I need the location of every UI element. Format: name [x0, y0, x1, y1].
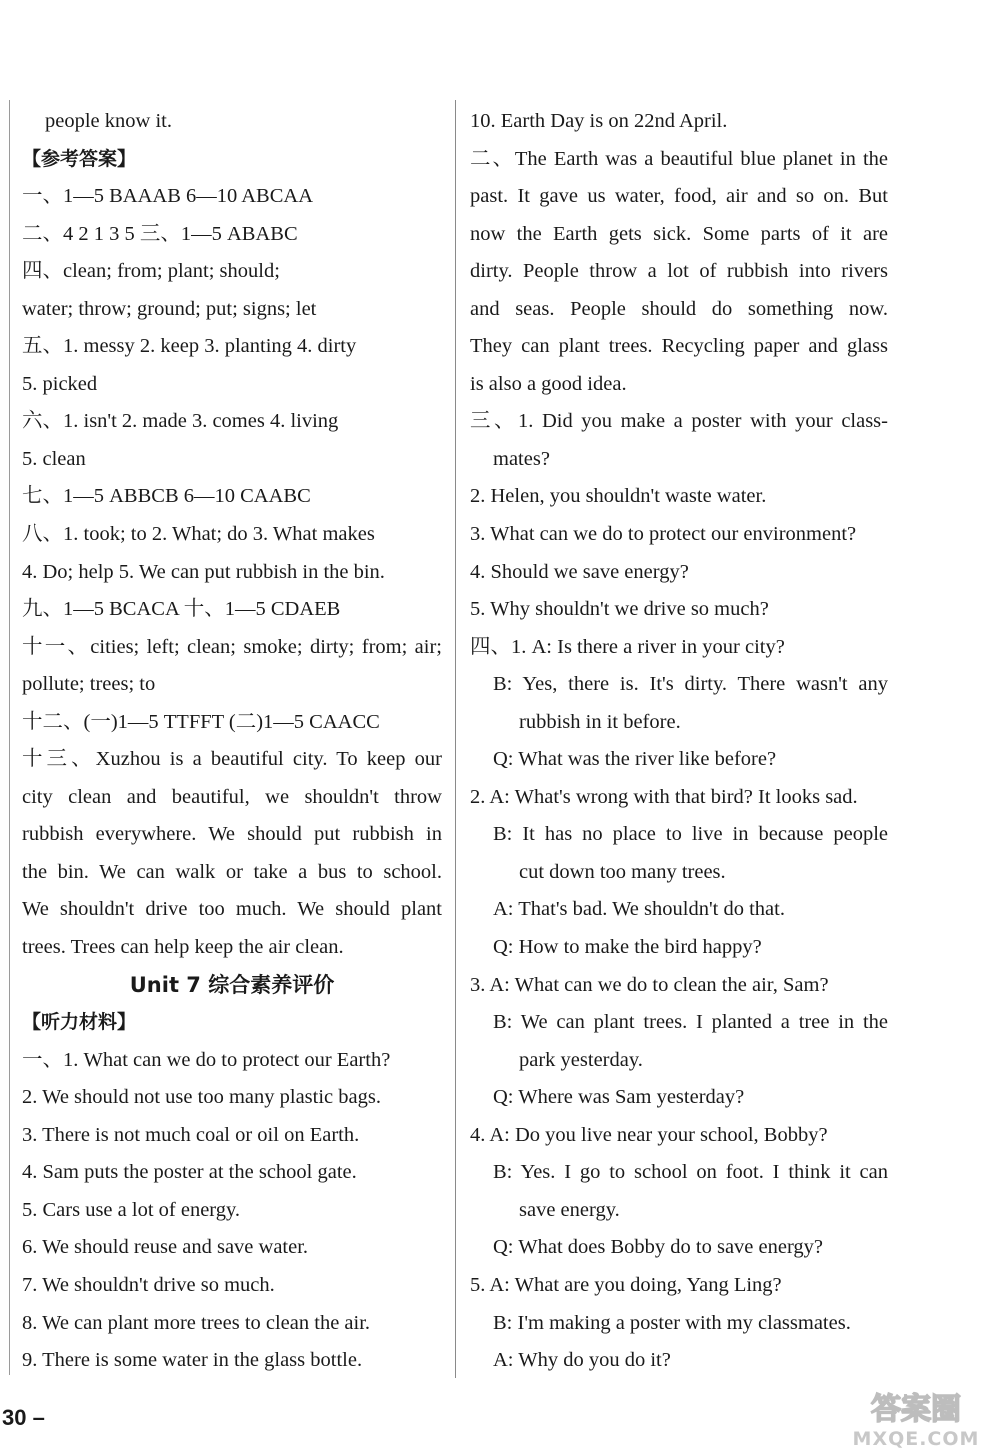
right-column [470, 103, 888, 1380]
left-column-line: 十二、(一)1—5 TTFFT (二)1—5 CAACC [22, 710, 380, 733]
right-column-line: past. It gave us water, food, air and so on. But [470, 185, 888, 208]
watermark-logo [832, 1383, 1000, 1451]
left-column-line: 八、1. took; to 2. What; do 3. What makes [22, 523, 375, 546]
right-column-line: They can plant trees. Recycling paper and glass [470, 335, 888, 358]
right-column-line: 二、The Earth was a beautiful blue planet in the [470, 147, 888, 170]
right-column-line: mates? [493, 447, 550, 470]
right-column-line: B: Yes, there is. It's dirty. There wasn't any [493, 673, 888, 696]
svg-text:答案圈: 答案圈 [871, 1392, 961, 1427]
left-column-line: 8. We can plant more trees to clean the air. [22, 1311, 371, 1334]
right-column-line: park yesterday. [519, 1048, 643, 1071]
right-column-line: 3. What can we do to protect our environment? [470, 523, 857, 546]
left-column-line: the bin. We can walk or take a bus to school. [22, 860, 442, 883]
right-column-line: Q: How to make the bird happy? [493, 936, 762, 959]
right-column-line: Q: What was the river like before? [493, 748, 777, 771]
left-column-line: 5. Cars use a lot of energy. [22, 1198, 241, 1221]
left-column-line: water; throw; ground; put; signs; let [22, 297, 317, 320]
right-column-line: 10. Earth Day is on 22nd April. [470, 110, 728, 132]
left-column [22, 103, 442, 1380]
left-column-line: 4. Do; help 5. We can put rubbish in the bin. [22, 560, 385, 583]
left-column-line: Unit 7 综合素养评价 [129, 972, 335, 997]
page-number: 30 – [2, 1405, 45, 1430]
left-column-line: 五、1. messy 2. keep 3. planting 4. dirty [22, 335, 357, 358]
left-column-line: 二、4 2 1 3 5 三、1—5 ABABC [22, 222, 298, 245]
left-column-line: city clean and beautiful, we shouldn't throw [22, 785, 442, 808]
right-column-line: 5. Why shouldn't we drive so much? [470, 598, 769, 621]
right-column-line: rubbish in it before. [519, 710, 681, 733]
left-column-line: 一、1. What can we do to protect our Earth? [22, 1048, 391, 1071]
left-column-line: 六、1. isn't 2. made 3. comes 4. living [22, 410, 339, 433]
right-column-line: Q: What does Bobby do to save energy? [493, 1236, 824, 1259]
left-column-line: pollute; trees; to [22, 673, 156, 696]
right-column-line: 4. Should we save energy? [470, 560, 689, 583]
right-column-line: B: We can plant trees. I planted a tree in the [493, 1011, 888, 1034]
right-column-line: dirty. People throw a lot of rubbish into rivers [470, 260, 888, 283]
left-column-line: 七、1—5 ABBCB 6—10 CAABC [22, 485, 311, 508]
left-column-line: people know it. [45, 110, 172, 132]
left-column-line: 一、1—5 BAAAB 6—10 ABCAA [22, 185, 314, 208]
right-column-line: is also a good idea. [470, 372, 627, 395]
right-column-line: 4. A: Do you live near your school, Bobby? [470, 1123, 828, 1146]
right-column-line: and seas. People should do something now. [470, 297, 888, 320]
right-column-line: 2. A: What's wrong with that bird? It looks sad. [470, 785, 858, 808]
left-column-line: 九、1—5 BCACA 十、1—5 CDAEB [22, 598, 341, 621]
right-column-line: B: Yes. I go to school on foot. I think it can [493, 1161, 888, 1184]
svg-text:MXQE.COM: MXQE.COM [852, 1428, 980, 1450]
left-column-line: trees. Trees can help keep the air clean. [22, 936, 344, 959]
right-column-line: save energy. [519, 1198, 620, 1221]
right-column-line: 2. Helen, you shouldn't waste water. [470, 485, 767, 508]
left-column-line: 6. We should reuse and save water. [22, 1236, 309, 1259]
left-column-line: 5. picked [22, 372, 98, 395]
left-column-line: rubbish everywhere. We should put rubbish in [22, 823, 442, 846]
right-column-line: 四、1. A: Is there a river in your city? [470, 635, 785, 658]
right-column-line: B: I'm making a poster with my classmates. [493, 1311, 851, 1334]
right-column-line: B: It has no place to live in because people [493, 823, 888, 846]
left-column-line: 【参考答案】 [22, 147, 137, 170]
right-column-line: A: Why do you do it? [493, 1349, 671, 1372]
left-column-line: 2. We should not use too many plastic bags. [22, 1086, 381, 1109]
right-column-line: 三、1. Did you make a poster with your class- [470, 410, 888, 433]
right-column-line: now the Earth gets sick. Some parts of it are [470, 222, 888, 245]
left-column-line: 5. clean [22, 447, 86, 470]
left-column-line: 十三、Xuzhou is a beautiful city. To keep our [22, 748, 442, 771]
left-column-line: We shouldn't drive too much. We should plant [22, 898, 442, 921]
right-column-line: Q: Where was Sam yesterday? [493, 1086, 745, 1109]
left-column-line: 4. Sam puts the poster at the school gate. [22, 1161, 357, 1184]
page-edge-line [9, 100, 10, 1375]
left-column-line: 四、clean; from; plant; should; [22, 260, 280, 283]
right-column-line: cut down too many trees. [519, 860, 726, 883]
left-column-line: 3. There is not much coal or oil on Earth. [22, 1123, 360, 1146]
right-column-line: 3. A: What can we do to clean the air, Sam? [470, 973, 829, 996]
right-column-line: 5. A: What are you doing, Yang Ling? [470, 1273, 782, 1296]
column-divider [455, 100, 456, 1378]
right-column-line: A: That's bad. We shouldn't do that. [493, 898, 785, 921]
left-column-line: 7. We shouldn't drive so much. [22, 1273, 275, 1296]
left-column-line: 十一、cities; left; clean; smoke; dirty; from; air; [22, 635, 442, 658]
left-column-line: 9. There is some water in the glass bottle. [22, 1349, 363, 1372]
left-column-line: 【听力材料】 [22, 1011, 137, 1034]
